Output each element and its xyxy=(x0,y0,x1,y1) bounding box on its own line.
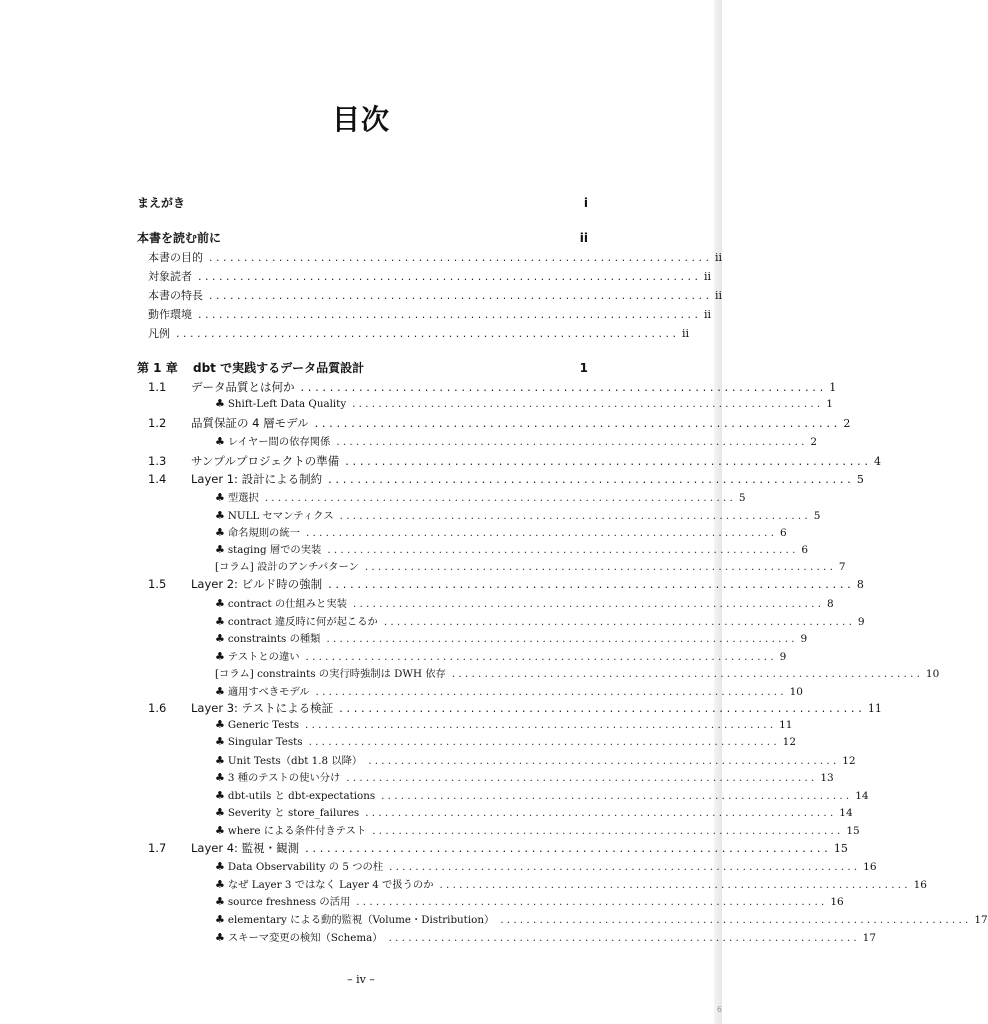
toc-entry-page-number: 5 xyxy=(813,510,821,522)
toc-entry-page-number: 17 xyxy=(974,914,988,926)
toc-entry-title: 本書の目的 xyxy=(148,251,203,264)
toc-entry-part[interactable] xyxy=(137,229,588,246)
toc-entry-sub[interactable] xyxy=(215,541,809,556)
toc-entry-page-number: 6 xyxy=(801,544,809,556)
toc-entry-sub[interactable] xyxy=(215,911,988,926)
dot-leader: . . . . . . . . . . . . . . . . . . . . . . . . . . . . . . . . . . . . . . . . . . . . . . . . . . . . . . . . . . . . . . . . . . . . . . . . xyxy=(381,790,850,802)
toc-entry-sec[interactable] xyxy=(148,700,882,716)
toc-entry-page-number: 16 xyxy=(913,879,927,891)
dot-leader: . . . . . . . . . . . . . . . . . . . . . . . . . . . . . . . . . . . . . . . . . . . . . . . . . . . . . . . . . . . . . . . . . . . . . . . . xyxy=(300,380,824,394)
club-icon: ♣ xyxy=(215,806,225,819)
toc-entry-title: Layer 2: ビルド時の強制 xyxy=(191,577,323,591)
club-icon: ♣ xyxy=(215,397,225,410)
toc-entry-sub[interactable] xyxy=(215,558,846,573)
toc-entry-title: Layer 3: テストによる検証 xyxy=(191,701,334,715)
toc-entry-sub[interactable] xyxy=(215,630,808,645)
toc-entry-number: 1.4 xyxy=(148,472,167,486)
club-icon: ♣ xyxy=(215,615,225,628)
toc-entry-sub[interactable] xyxy=(215,397,833,410)
toc-entry-sub[interactable] xyxy=(215,804,853,819)
toc-entry-title: dbt-utils と dbt-expectations xyxy=(227,790,376,802)
toc-entry-sub[interactable] xyxy=(215,735,797,748)
toc-entry-sec[interactable] xyxy=(148,415,851,431)
toc-entry-sub[interactable] xyxy=(215,876,927,891)
toc-entry-page-number: ii xyxy=(704,270,712,283)
toc-entry-sub[interactable] xyxy=(215,683,803,698)
toc-entry-page-number: 13 xyxy=(820,772,834,784)
toc-entry-page-number: 16 xyxy=(863,861,877,873)
dot-leader: . . . . . . . . . . . . . . . . . . . . . . . . . . . . . . . . . . . . . . . . . . . . . . . . . . . . . . . . . . . . . . . . . . . . . . . . xyxy=(352,598,821,610)
club-icon: ♣ xyxy=(215,632,225,645)
toc-entry-chap[interactable] xyxy=(137,359,588,376)
dot-leader: . . . . . . . . . . . . . . . . . . . . . . . . . . . . . . . . . . . . . . . . . . . . . . . . . . . . . . . . . . . . . . . . . . . . . . . . xyxy=(209,251,710,264)
dot-leader: . . . . . . . . . . . . . . . . . . . . . . . . . . . . . . . . . . . . . . . . . . . . . . . . . . . . . . . . . . . . . . . . . . . . . . . . xyxy=(352,398,821,410)
toc-entry-title: 動作環境 xyxy=(148,308,192,321)
dot-leader: . . . . . . . . . . . . . . . . . . . . . . . . . . . . . . . . . . . . . . . . . . . . . . . . . . . . . . . . . . . . . . . . . . . . . . . . xyxy=(264,492,733,504)
dot-leader: . . . . . . . . . . . . . . . . . . . . . . . . . . . . . . . . . . . . . . . . . . . . . . . . . . . . . . . . . . . . . . . . . . . . . . . . xyxy=(383,616,852,628)
club-icon: ♣ xyxy=(215,526,225,539)
toc-entry-page-number: 16 xyxy=(830,896,844,908)
toc-entry-title: 型選択 xyxy=(227,492,259,504)
toc-entry-page-number: 2 xyxy=(843,417,851,430)
dot-leader: . . . . . . . . . . . . . . . . . . . . . . . . . . . . . . . . . . . . . . . . . . . . . . . . . . . . . . . . . . . . . . . . . . . . . . . . xyxy=(439,879,908,891)
edge-page-number: 6 xyxy=(716,1005,722,1014)
toc-entry-sub[interactable] xyxy=(215,507,821,522)
toc-entry-sub[interactable] xyxy=(215,822,860,837)
toc-entry-title: contract の仕組みと実装 xyxy=(227,598,347,610)
toc-entry-title: 本書を読む前に xyxy=(137,231,222,245)
toc-entry-title: 品質保証の 4 層モデル xyxy=(191,416,309,430)
club-icon: ♣ xyxy=(215,754,225,767)
toc-entry-title: Unit Tests（dbt 1.8 以降） xyxy=(227,755,363,767)
club-icon: ♣ xyxy=(215,597,225,610)
dot-leader: . . . . . . . . . . . . . . . . . . . . . . . . . . . . . . . . . . . . . . . . . . . . . . . . . . . . . . . . . . . . . . . . . . . . . . . . xyxy=(365,807,834,819)
club-icon: ♣ xyxy=(215,650,225,663)
toc-entry-page-number: ii xyxy=(715,251,723,264)
dot-leader: . . . . . . . . . . . . . . . . . . . . . . . . . . . . . . . . . . . . . . . . . . . . . . . . . . . . . . . . . . . . . . . . . . . . . . . . xyxy=(315,686,784,698)
club-icon: ♣ xyxy=(215,509,225,522)
toc-entry-title: データ品質とは何か xyxy=(191,380,295,394)
toc-entry-title: 適用すべきモデル xyxy=(227,686,310,698)
toc-entry-title: 3 種のテストの使い分け xyxy=(227,772,341,784)
toc-entry-page-number: 8 xyxy=(827,598,834,610)
toc-entry-title: where による条件付きテスト xyxy=(227,825,367,837)
dot-leader: . . . . . . . . . . . . . . . . . . . . . . . . . . . . . . . . . . . . . . . . . . . . . . . . . . . . . . . . . . . . . . . . . . . . . . . . xyxy=(336,436,805,448)
toc-entry-title: constraints の種類 xyxy=(227,633,321,645)
toc-entry-sub[interactable] xyxy=(215,769,834,784)
dot-leader: . . . . . . . . . . . . . . . . . . . . . . . . . . . . . . . . . . . . . . . . . . . . . . . . . . . . . . . . . . . . . . . . . . . . . . . . xyxy=(339,701,862,715)
toc-entry-number: 1.5 xyxy=(148,577,167,591)
toc-entry-title: [コラム] 設計のアンチパターン xyxy=(215,561,359,573)
toc-entry-sub[interactable] xyxy=(215,433,818,448)
toc-entry-title: [コラム] constraints の実行時強制は DWH 依存 xyxy=(215,668,446,680)
toc-entry-title: レイヤー間の依存関係 xyxy=(227,436,331,448)
dot-leader: . . . . . . . . . . . . . . . . . . . . . . . . . . . . . . . . . . . . . . . . . . . . . . . . . . . . . . . . . . . . . . . . . . . . . . . . xyxy=(328,577,851,591)
toc-entry-page-number: 15 xyxy=(833,842,848,855)
toc-entry-sec[interactable] xyxy=(148,576,864,592)
toc-entry-title: contract 違反時に何が起こるか xyxy=(227,616,378,628)
toc-entry-page-number: 2 xyxy=(810,436,818,448)
toc-entry-sec[interactable] xyxy=(148,471,864,487)
toc-entry-page-number: 10 xyxy=(925,668,940,680)
club-icon: ♣ xyxy=(215,435,225,448)
toc-entry-number: 第 1 章 xyxy=(137,361,178,375)
toc-entry-title: Generic Tests xyxy=(227,719,300,731)
club-icon: ♣ xyxy=(215,735,225,748)
club-icon: ♣ xyxy=(215,543,225,556)
club-icon: ♣ xyxy=(215,718,225,731)
dot-leader: . . . . . . . . . . . . . . . . . . . . . . . . . . . . . . . . . . . . . . . . . . . . . . . . . . . . . . . . . . . . . . . . . . . . . . . . xyxy=(372,825,841,837)
toc-entry-number: 1.2 xyxy=(148,416,167,430)
toc-entry-page-number: 8 xyxy=(856,578,864,591)
toc-entry-sub[interactable] xyxy=(215,787,869,802)
toc-entry-title: Data Observability の 5 つの柱 xyxy=(227,861,384,873)
dot-leader: . . . . . . . . . . . . . . . . . . . . . . . . . . . . . . . . . . . . . . . . . . . . . . . . . . . . . . . . . . . . . . . . . . . . . . . . xyxy=(305,527,775,539)
club-icon: ♣ xyxy=(215,491,225,504)
dot-leader: . . . . . . . . . . . . . . . . . . . . . . . . . . . . . . . . . . . . . . . . . . . . . . . . . . . . . . . . . . . . . . . . . . . . . . . . xyxy=(368,755,837,767)
dot-leader: . . . . . . . . . . . . . . . . . . . . . . . . . . . . . . . . . . . . . . . . . . . . . . . . . . . . . . . . . . . . . . . . . . . . . . . . xyxy=(346,772,815,784)
page-footer: – iv – xyxy=(347,973,375,986)
toc-entry-sub[interactable] xyxy=(215,893,844,908)
toc-entry-title: 本書の特長 xyxy=(148,289,203,302)
toc-entry-page-number: 9 xyxy=(800,633,808,645)
toc-entry-page-number: ii xyxy=(579,231,588,245)
toc-entry-title: source freshness の活用 xyxy=(227,896,351,908)
toc-entry-sec[interactable] xyxy=(148,453,881,469)
toc-entry-title: Layer 4: 監視・観測 xyxy=(191,841,300,855)
club-icon: ♣ xyxy=(215,860,225,873)
club-icon: ♣ xyxy=(215,931,225,944)
club-icon: ♣ xyxy=(215,771,225,784)
dot-leader: . . . . . . . . . . . . . . . . . . . . . . . . . . . . . . . . . . . . . . . . . . . . . . . . . . . . . . . . . . . . . . . . . . . . . . . . xyxy=(305,719,774,731)
toc-entry-page-number: 1 xyxy=(829,381,837,394)
toc-entry-title: elementary による動的監視（Volume・Distribution） xyxy=(227,914,495,926)
dot-leader: . . . . . . . . . . . . . . . . . . . . . . . . . . . . . . . . . . . . . . . . . . . . . . . . . . . . . . . . . . . . . . . . . . . . . . . . xyxy=(198,308,699,321)
dot-leader: . . . . . . . . . . . . . . . . . . . . . . . . . . . . . . . . . . . . . . . . . . . . . . . . . . . . . . . . . . . . . . . . . . . . . . . . xyxy=(356,896,825,908)
dot-leader: . . . . . . . . . . . . . . . . . . . . . . . . . . . . . . . . . . . . . . . . . . . . . . . . . . . . . . . . . . . . . . . . . . . . . . . . xyxy=(345,454,868,468)
toc-entry-fm[interactable] xyxy=(148,268,712,284)
toc-entry-sec[interactable] xyxy=(148,840,848,856)
dot-leader: . . . . . . . . . . . . . . . . . . . . . . . . . . . . . . . . . . . . . . . . . . . . . . . . . . . . . . . . . . . . . . . . . . . . . . . . xyxy=(388,932,857,944)
dot-leader: . . . . . . . . . . . . . . . . . . . . . . . . . . . . . . . . . . . . . . . . . . . . . . . . . . . . . . . . . . . . . . . . . . . . . . . . xyxy=(389,861,858,873)
toc-entry-page-number: 7 xyxy=(838,561,846,573)
dot-leader: . . . . . . . . . . . . . . . . . . . . . . . . . . . . . . . . . . . . . . . . . . . . . . . . . . . . . . . . . . . . . . . . . . . . . . . . xyxy=(451,668,920,680)
toc-entry-page-number: 9 xyxy=(857,616,865,628)
toc-entry-title: dbt で実践するデータ品質設計 xyxy=(193,361,365,375)
dot-leader: . . . . . . . . . . . . . . . . . . . . . . . . . . . . . . . . . . . . . . . . . . . . . . . . . . . . . . . . . . . . . . . . . . . . . . . . xyxy=(326,633,795,645)
toc-entry-title: 命名規則の統一 xyxy=(227,527,300,539)
toc-entry-fm[interactable] xyxy=(148,306,712,322)
toc-entry-title: Singular Tests xyxy=(227,736,303,748)
toc-entry-page-number: 4 xyxy=(873,455,881,468)
dot-leader: . . . . . . . . . . . . . . . . . . . . . . . . . . . . . . . . . . . . . . . . . . . . . . . . . . . . . . . . . . . . . . . . . . . . . . . . xyxy=(314,416,838,430)
toc-entry-sub[interactable] xyxy=(215,929,877,944)
dot-leader: . . . . . . . . . . . . . . . . . . . . . . . . . . . . . . . . . . . . . . . . . . . . . . . . . . . . . . . . . . . . . . . . . . . . . . . . xyxy=(500,914,969,926)
toc-entry-page-number: 5 xyxy=(738,492,746,504)
dot-leader: . . . . . . . . . . . . . . . . . . . . . . . . . . . . . . . . . . . . . . . . . . . . . . . . . . . . . . . . . . . . . . . . . . . . . . . . xyxy=(328,472,851,486)
toc-entry-number: 1.6 xyxy=(148,701,167,715)
club-icon: ♣ xyxy=(215,878,225,891)
dot-leader: . . . . . . . . . . . . . . . . . . . . . . . . . . . . . . . . . . . . . . . . . . . . . . . . . . . . . . . . . . . . . . . . . . . . . . . . xyxy=(364,561,833,573)
toc-entry-page-number: ii xyxy=(682,327,690,340)
page-title: 目次 xyxy=(331,103,390,136)
toc-entry-sub[interactable] xyxy=(215,665,940,680)
toc-entry-page-number: 14 xyxy=(839,807,853,819)
dot-leader: . . . . . . . . . . . . . . . . . . . . . . . . . . . . . . . . . . . . . . . . . . . . . . . . . . . . . . . . . . . . . . . . . . . . . . . . xyxy=(305,841,828,855)
club-icon: ♣ xyxy=(215,789,225,802)
toc-entry-page-number: i xyxy=(583,196,588,210)
dot-leader: . . . . . . . . . . . . . . . . . . . . . . . . . . . . . . . . . . . . . . . . . . . . . . . . . . . . . . . . . . . . . . . . . . . . . . . . xyxy=(305,651,774,663)
toc-entry-fm[interactable] xyxy=(148,287,723,303)
toc-entry-sub[interactable] xyxy=(215,524,787,539)
club-icon: ♣ xyxy=(215,685,225,698)
toc-entry-title: サンプルプロジェクトの準備 xyxy=(191,454,340,468)
toc-entry-title: 対象読者 xyxy=(148,270,192,283)
toc-entry-page-number: 9 xyxy=(779,651,787,663)
toc-entry-sub[interactable] xyxy=(215,489,746,504)
toc-entry-sub[interactable] xyxy=(215,648,787,663)
toc-entry-title: Shift-Left Data Quality xyxy=(227,398,347,410)
dot-leader: . . . . . . . . . . . . . . . . . . . . . . . . . . . . . . . . . . . . . . . . . . . . . . . . . . . . . . . . . . . . . . . . . . . . . . . . xyxy=(327,544,796,556)
toc-entry-number: 1.1 xyxy=(148,380,167,394)
toc-entry-title: Severity と store_failures xyxy=(227,807,360,819)
toc-entry-page-number: 12 xyxy=(842,755,856,767)
toc-entry-page-number: 1 xyxy=(579,361,588,375)
toc-entry-page-number: 1 xyxy=(826,398,833,410)
toc-entry-page-number: 6 xyxy=(780,527,787,539)
toc-entry-page-number: ii xyxy=(704,308,712,321)
toc-entry-page-number: 17 xyxy=(862,932,877,944)
toc-entry-sub[interactable] xyxy=(215,613,865,628)
dot-leader: . . . . . . . . . . . . . . . . . . . . . . . . . . . . . . . . . . . . . . . . . . . . . . . . . . . . . . . . . . . . . . . . . . . . . . . . xyxy=(209,289,710,302)
toc-entry-page-number: 10 xyxy=(789,686,803,698)
toc-entry-title: NULL セマンティクス xyxy=(227,510,334,522)
toc-entry-page-number: 12 xyxy=(782,736,797,748)
toc-entry-sub[interactable] xyxy=(215,752,856,767)
toc-entry-sub[interactable] xyxy=(215,858,877,873)
toc-entry-part[interactable] xyxy=(137,194,588,211)
dot-leader: . . . . . . . . . . . . . . . . . . . . . . . . . . . . . . . . . . . . . . . . . . . . . . . . . . . . . . . . . . . . . . . . . . . . . . . . xyxy=(308,736,777,748)
toc-entry-title: 凡例 xyxy=(148,327,170,340)
club-icon: ♣ xyxy=(215,913,225,926)
toc-entry-sub[interactable] xyxy=(215,718,793,731)
toc-entry-number: 1.7 xyxy=(148,841,167,855)
club-icon: ♣ xyxy=(215,895,225,908)
toc-entry-fm[interactable] xyxy=(148,249,723,265)
toc-entry-page-number: 5 xyxy=(856,473,864,486)
toc-entry-fm[interactable] xyxy=(148,325,690,341)
dot-leader: . . . . . . . . . . . . . . . . . . . . . . . . . . . . . . . . . . . . . . . . . . . . . . . . . . . . . . . . . . . . . . . . . . . . . . . . xyxy=(339,510,808,522)
club-icon: ♣ xyxy=(215,824,225,837)
toc-entry-page-number: ii xyxy=(715,289,723,302)
toc-entry-page-number: 11 xyxy=(779,719,793,731)
toc-entry-title: Layer 1: 設計による制約 xyxy=(191,472,323,486)
toc-entry-title: staging 層での実装 xyxy=(227,544,322,556)
toc-entry-title: なぜ Layer 3 ではなく Layer 4 で扱うのか xyxy=(227,879,434,891)
toc-entry-number: 1.3 xyxy=(148,454,167,468)
dot-leader: . . . . . . . . . . . . . . . . . . . . . . . . . . . . . . . . . . . . . . . . . . . . . . . . . . . . . . . . . . . . . . . . . . . . . . . . xyxy=(198,270,699,283)
toc-entry-sub[interactable] xyxy=(215,595,834,610)
toc-entry-title: テストとの違い xyxy=(227,651,300,663)
dot-leader: . . . . . . . . . . . . . . . . . . . . . . . . . . . . . . . . . . . . . . . . . . . . . . . . . . . . . . . . . . . . . . . . . . . . . . . . xyxy=(176,327,677,340)
toc-entry-page-number: 11 xyxy=(867,702,882,715)
toc-entry-title: スキーマ変更の検知（Schema） xyxy=(227,932,383,944)
toc-entry-page-number: 14 xyxy=(855,790,869,802)
toc-entry-page-number: 15 xyxy=(846,825,860,837)
toc-entry-title: まえがき xyxy=(137,196,186,210)
toc-entry-sec[interactable] xyxy=(148,379,837,395)
